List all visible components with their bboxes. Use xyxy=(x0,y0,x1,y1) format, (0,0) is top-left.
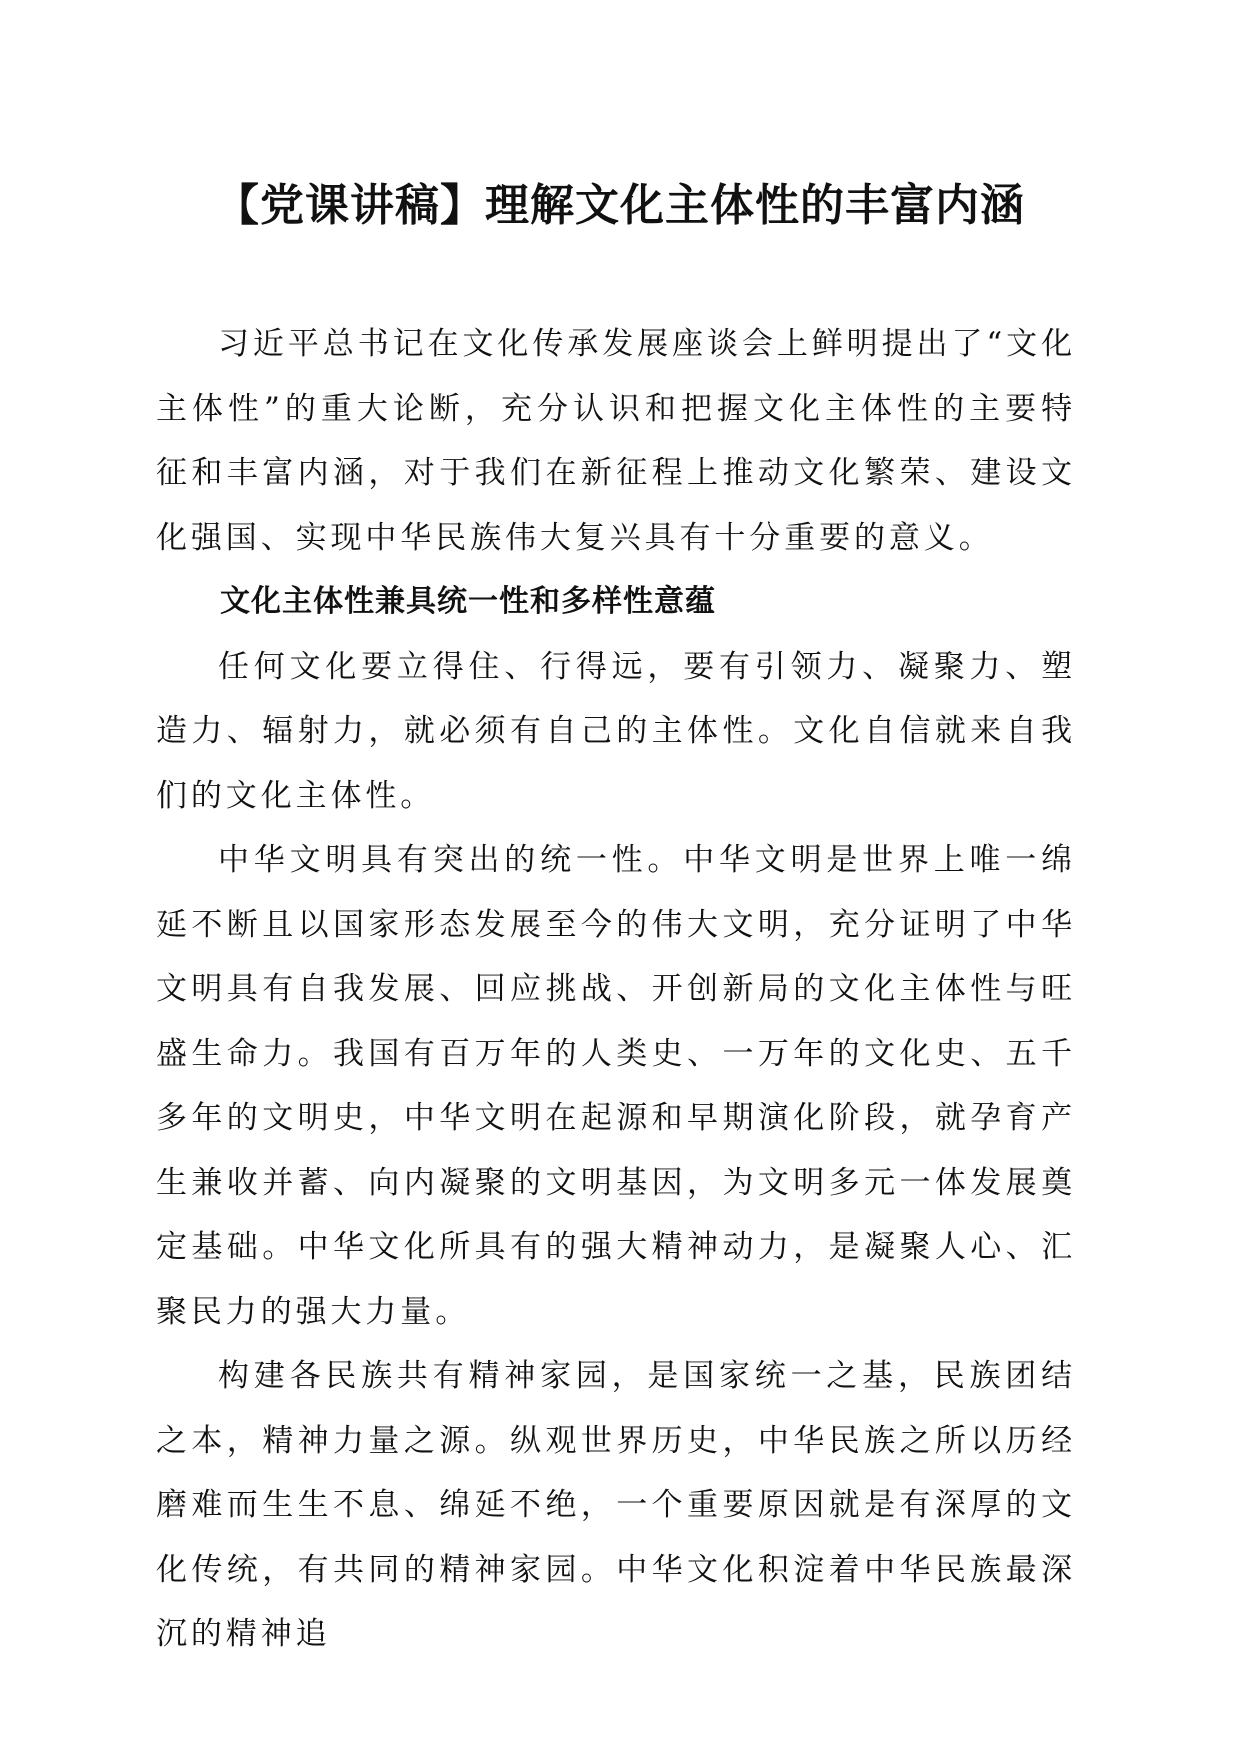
paragraph-intro: 习近平总书记在文化传承发展座谈会上鲜明提出了“文化主体性”的重大论断，充分认识和把握文化主体性的主要特征和丰富内涵，对于我们在新征程上推动文化繁荣、建设文化强国、实现中华民族伟大复兴具有十分重要的意义。 xyxy=(156,326,1076,556)
paragraph-subjectivity: 任何文化要立得住、行得远，要有引领力、凝聚力、塑造力、辐射力，就必须有自己的主体性。文化自信就来自我们的文化主体性。 xyxy=(156,648,1076,814)
document-body xyxy=(156,312,1076,1667)
paragraph-spiritual-home: 构建各民族共有精神家园，是国家统一之基，民族团结之本，精神力量之源。纵观世界历史，中华民族之所以历经磨难而生生不息、绵延不绝，一个重要原因就是有深厚的文化传统，有共同的精神家园。中华文化积淀着中华民族最深沉的精神追 xyxy=(156,1358,1076,1652)
document-title: 【党课讲稿】理解文化主体性的丰富内涵 xyxy=(215,180,1025,231)
paragraph-unity: 中华文明具有突出的统一性。中华文明是世界上唯一绵延不断且以国家形态发展至今的伟大文明，充分证明了中华文明具有自我发展、回应挑战、开创新局的文化主体性与旺盛生命力。我国有百万年的人类史、一万年的文化史、五千多年的文明史，中华文明在起源和早期演化阶段，就孕育产生兼收并蓄、向内凝聚的文明基因，为文明多元一体发展奠定基础。中华文化所具有的强大精神动力，是凝聚人心、汇聚民力的强大力量。 xyxy=(156,842,1076,1330)
section-heading: 文化主体性兼具统一性和多样性意蕴 xyxy=(220,584,716,619)
